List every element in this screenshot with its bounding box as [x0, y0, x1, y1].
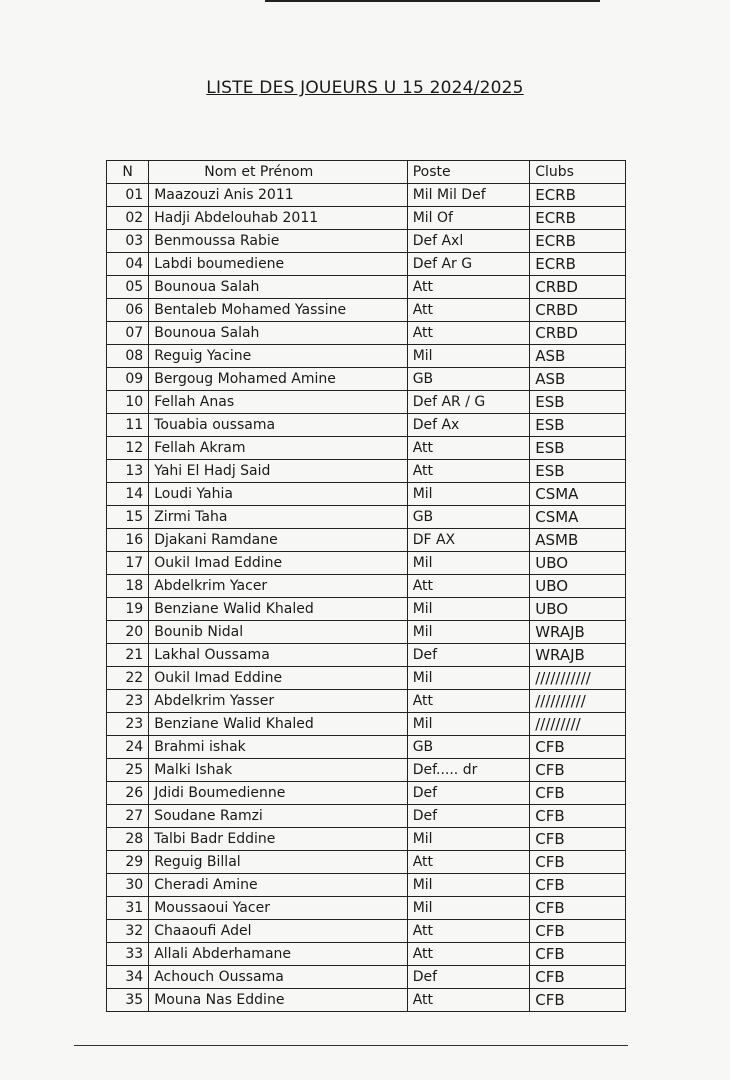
row-number: 02	[107, 207, 149, 230]
table-row	[107, 598, 626, 621]
player-name: Abdelkrim Yacer	[149, 575, 407, 598]
player-club: CFB	[530, 943, 626, 966]
player-club: CFB	[530, 897, 626, 920]
row-number: 32	[107, 920, 149, 943]
player-position: Mil	[407, 828, 530, 851]
row-number: 08	[107, 345, 149, 368]
player-club: CFB	[530, 828, 626, 851]
player-name: Bounoua Salah	[149, 276, 407, 299]
player-name: Benmoussa Rabie	[149, 230, 407, 253]
player-club: ECRB	[530, 184, 626, 207]
table-body	[107, 184, 626, 1012]
table-row	[107, 805, 626, 828]
player-club: ///////////	[530, 667, 626, 690]
player-name: Touabia oussama	[149, 414, 407, 437]
player-position: Att	[407, 437, 530, 460]
player-position: Mil	[407, 552, 530, 575]
player-name: Lakhal Oussama	[149, 644, 407, 667]
header-poste: Poste	[407, 161, 530, 184]
player-name: Bergoug Mohamed Amine	[149, 368, 407, 391]
player-name: Chaaoufi Adel	[149, 920, 407, 943]
table-row	[107, 828, 626, 851]
row-number: 33	[107, 943, 149, 966]
player-club: ESB	[530, 391, 626, 414]
player-name: Brahmi ishak	[149, 736, 407, 759]
player-position: Mil Of	[407, 207, 530, 230]
row-number: 25	[107, 759, 149, 782]
player-name: Reguig Yacine	[149, 345, 407, 368]
table-row	[107, 299, 626, 322]
player-position: Mil	[407, 621, 530, 644]
player-club: WRAJB	[530, 621, 626, 644]
player-position: Att	[407, 299, 530, 322]
row-number: 26	[107, 782, 149, 805]
table-row	[107, 989, 626, 1012]
player-position: Def..... dr	[407, 759, 530, 782]
player-name: Mouna Nas Eddine	[149, 989, 407, 1012]
player-club: ECRB	[530, 253, 626, 276]
row-number: 35	[107, 989, 149, 1012]
table-row	[107, 690, 626, 713]
player-name: Bounib Nidal	[149, 621, 407, 644]
row-number: 27	[107, 805, 149, 828]
row-number: 10	[107, 391, 149, 414]
player-position: Mil	[407, 483, 530, 506]
player-position: Mil	[407, 897, 530, 920]
row-number: 23	[107, 690, 149, 713]
player-name: Benziane Walid Khaled	[149, 713, 407, 736]
row-number: 04	[107, 253, 149, 276]
player-club: CFB	[530, 920, 626, 943]
player-club: CFB	[530, 851, 626, 874]
row-number: 19	[107, 598, 149, 621]
table-row	[107, 920, 626, 943]
table-row	[107, 552, 626, 575]
player-position: Mil	[407, 598, 530, 621]
player-position: Def Ar G	[407, 253, 530, 276]
player-name: Cheradi Amine	[149, 874, 407, 897]
player-club: WRAJB	[530, 644, 626, 667]
player-club: CFB	[530, 874, 626, 897]
row-number: 05	[107, 276, 149, 299]
player-club: CFB	[530, 736, 626, 759]
player-club: CFB	[530, 759, 626, 782]
row-number: 29	[107, 851, 149, 874]
player-position: Mil	[407, 874, 530, 897]
table-row	[107, 759, 626, 782]
player-name: Labdi boumediene	[149, 253, 407, 276]
player-name: Oukil Imad Eddine	[149, 552, 407, 575]
row-number: 07	[107, 322, 149, 345]
row-number: 03	[107, 230, 149, 253]
row-number: 13	[107, 460, 149, 483]
player-name: Yahi El Hadj Said	[149, 460, 407, 483]
table-row	[107, 207, 626, 230]
table-row	[107, 713, 626, 736]
player-club: ASMB	[530, 529, 626, 552]
player-position: Mil	[407, 345, 530, 368]
player-name: Soudane Ramzi	[149, 805, 407, 828]
player-position: Att	[407, 920, 530, 943]
player-position: Att	[407, 460, 530, 483]
table-row	[107, 506, 626, 529]
player-position: Att	[407, 690, 530, 713]
table-row	[107, 437, 626, 460]
player-club: CFB	[530, 805, 626, 828]
row-number: 11	[107, 414, 149, 437]
player-name: Zirmi Taha	[149, 506, 407, 529]
row-number: 12	[107, 437, 149, 460]
player-position: Def	[407, 644, 530, 667]
player-position: DF AX	[407, 529, 530, 552]
player-position: Def	[407, 966, 530, 989]
player-club: CFB	[530, 989, 626, 1012]
row-number: 24	[107, 736, 149, 759]
row-number: 06	[107, 299, 149, 322]
header-clubs: Clubs	[530, 161, 626, 184]
player-position: Mil	[407, 667, 530, 690]
player-club: ECRB	[530, 230, 626, 253]
player-name: Malki Ishak	[149, 759, 407, 782]
table-row	[107, 966, 626, 989]
player-name: Achouch Oussama	[149, 966, 407, 989]
player-club: ESB	[530, 414, 626, 437]
player-name: Abdelkrim Yasser	[149, 690, 407, 713]
player-position: Att	[407, 989, 530, 1012]
table-row	[107, 184, 626, 207]
header-n: N	[107, 161, 149, 184]
table-row	[107, 345, 626, 368]
table-row	[107, 391, 626, 414]
table-row	[107, 322, 626, 345]
player-position: Att	[407, 322, 530, 345]
player-name: Benziane Walid Khaled	[149, 598, 407, 621]
row-number: 21	[107, 644, 149, 667]
player-position: Def Axl	[407, 230, 530, 253]
player-club: CRBD	[530, 322, 626, 345]
table-row	[107, 529, 626, 552]
row-number: 17	[107, 552, 149, 575]
row-number: 23	[107, 713, 149, 736]
table-row	[107, 736, 626, 759]
player-club: ECRB	[530, 207, 626, 230]
player-club: CRBD	[530, 299, 626, 322]
player-club: ASB	[530, 345, 626, 368]
bottom-rule	[74, 1045, 628, 1046]
player-name: Loudi Yahia	[149, 483, 407, 506]
table-row	[107, 253, 626, 276]
player-club: CFB	[530, 782, 626, 805]
player-club: CRBD	[530, 276, 626, 299]
player-club: CFB	[530, 966, 626, 989]
row-number: 34	[107, 966, 149, 989]
player-position: GB	[407, 736, 530, 759]
player-position: Def	[407, 782, 530, 805]
row-number: 01	[107, 184, 149, 207]
table-row	[107, 368, 626, 391]
player-name: Maazouzi Anis 2011	[149, 184, 407, 207]
player-name: Talbi Badr Eddine	[149, 828, 407, 851]
table-row	[107, 230, 626, 253]
table-row	[107, 851, 626, 874]
table-row	[107, 483, 626, 506]
player-name: Oukil Imad Eddine	[149, 667, 407, 690]
player-position: Mil Mil Def	[407, 184, 530, 207]
table-row	[107, 782, 626, 805]
player-name: Jdidi Boumedienne	[149, 782, 407, 805]
player-position: GB	[407, 368, 530, 391]
player-club: UBO	[530, 598, 626, 621]
table-header-row	[107, 161, 626, 184]
player-name: Bounoua Salah	[149, 322, 407, 345]
player-name: Bentaleb Mohamed Yassine	[149, 299, 407, 322]
player-position: Att	[407, 943, 530, 966]
player-club: CSMA	[530, 483, 626, 506]
row-number: 16	[107, 529, 149, 552]
row-number: 28	[107, 828, 149, 851]
table-row	[107, 276, 626, 299]
player-position: Att	[407, 575, 530, 598]
player-position: Def AR / G	[407, 391, 530, 414]
row-number: 31	[107, 897, 149, 920]
player-club: UBO	[530, 575, 626, 598]
player-position: Att	[407, 276, 530, 299]
row-number: 18	[107, 575, 149, 598]
player-name: Djakani Ramdane	[149, 529, 407, 552]
table-row	[107, 621, 626, 644]
row-number: 09	[107, 368, 149, 391]
player-club: /////////	[530, 713, 626, 736]
player-club: CSMA	[530, 506, 626, 529]
player-club: ASB	[530, 368, 626, 391]
row-number: 22	[107, 667, 149, 690]
row-number: 15	[107, 506, 149, 529]
player-position: Att	[407, 851, 530, 874]
player-position: Def	[407, 805, 530, 828]
table-row	[107, 943, 626, 966]
player-position: Def Ax	[407, 414, 530, 437]
header-nom: Nom et Prénom	[149, 161, 407, 184]
top-edge-line	[265, 0, 600, 2]
table-row	[107, 460, 626, 483]
table-row	[107, 667, 626, 690]
table-row	[107, 414, 626, 437]
player-name: Hadji Abdelouhab 2011	[149, 207, 407, 230]
table-row	[107, 874, 626, 897]
player-name: Fellah Akram	[149, 437, 407, 460]
player-name: Fellah Anas	[149, 391, 407, 414]
player-name: Allali Abderhamane	[149, 943, 407, 966]
row-number: 14	[107, 483, 149, 506]
player-club: //////////	[530, 690, 626, 713]
player-position: Mil	[407, 713, 530, 736]
player-name: Reguig Billal	[149, 851, 407, 874]
table-row	[107, 575, 626, 598]
player-club: UBO	[530, 552, 626, 575]
player-position: GB	[407, 506, 530, 529]
player-club: ESB	[530, 460, 626, 483]
row-number: 30	[107, 874, 149, 897]
row-number: 20	[107, 621, 149, 644]
table-row	[107, 644, 626, 667]
table-row	[107, 897, 626, 920]
player-club: ESB	[530, 437, 626, 460]
player-name: Moussaoui Yacer	[149, 897, 407, 920]
players-table	[106, 160, 626, 1012]
page-title: LISTE DES JOUEURS U 15 2024/2025	[206, 78, 524, 98]
